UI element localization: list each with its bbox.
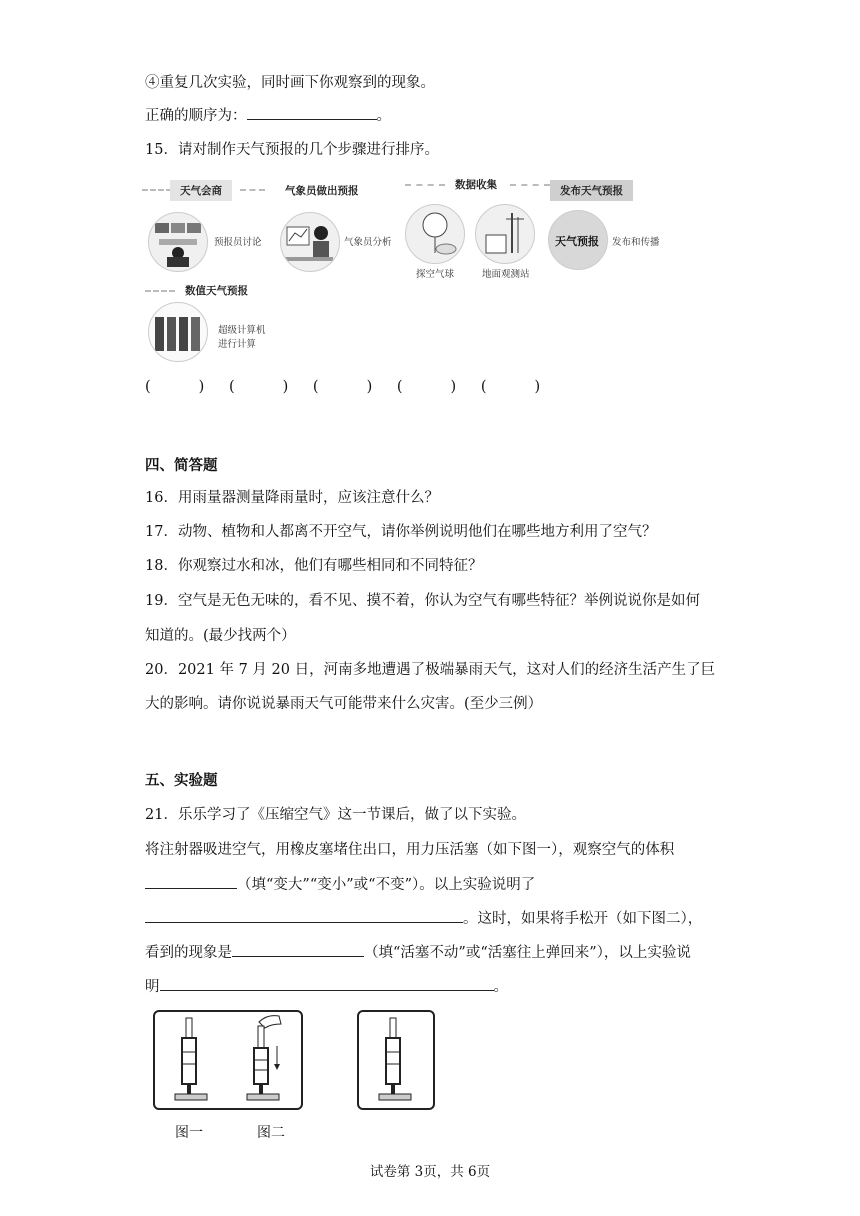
paren-open-5: ( [480, 379, 487, 395]
order-blank[interactable] [247, 105, 377, 120]
paren-open-1: ( [145, 379, 151, 395]
question-16: 16．用雨量器测量降雨量时，应该注意什么？ [145, 490, 439, 506]
figure-2-caption: 图二 [257, 1125, 285, 1141]
question-18: 18．你观察过水和冰，他们有哪些相同和不同特征？ [145, 558, 483, 574]
volume-instruction: （填“变大”“变小”或“不变”）。以上实验说明了 [237, 877, 536, 893]
section-5-heading: 五、实验题 [145, 773, 218, 789]
paren-open-4: ( [396, 379, 403, 395]
question-21-line-4 [145, 942, 691, 963]
syringe-experiment-figure [145, 1008, 445, 1148]
caption-computing: 进行计算 [218, 339, 257, 350]
meeting-room-image [148, 212, 208, 272]
question-15: 15．请对制作天气预报的几个步骤进行排序。 [145, 142, 439, 158]
tv-forecast-image [548, 210, 608, 270]
order-label: 正确的顺序为： [145, 108, 247, 124]
caption-sounding-balloon: 探空气球 [416, 269, 455, 280]
order-answer-line [145, 105, 391, 126]
paren-close-5: ) [534, 379, 541, 395]
question-21-line-5 [145, 976, 508, 997]
explain-label: 明 [145, 979, 160, 995]
caption-meteorologist-analysis: 气象员分析 [344, 237, 392, 248]
forecaster-image [280, 212, 340, 272]
explain-end: 。 [493, 979, 508, 995]
weather-forecast-figure [140, 172, 680, 362]
question-17: 17．动物、植物和人都离不开空气，请你举例说明他们在哪些地方利用了空气？ [145, 524, 657, 540]
step-4-text: ④重复几次实验，同时画下你观察到的现象。 [145, 75, 435, 91]
volume-blank[interactable] [145, 874, 237, 889]
syringe-drawing-pair [155, 1012, 301, 1108]
phenomenon-instruction: （填“活塞不动”或“活塞往上弹回来”），以上实验说 [364, 945, 691, 961]
figure-1-caption: 图一 [175, 1125, 203, 1141]
paren-close-3: ) [366, 379, 373, 395]
syringe-drawing-single [359, 1012, 433, 1108]
conclusion-blank-2[interactable] [160, 976, 494, 991]
page-footer: 试卷第 3页，共 6页 [369, 1164, 491, 1180]
caption-supercomputer: 超级计算机 [218, 325, 266, 336]
paren-close-4: ) [450, 379, 457, 395]
question-19-line-2: 知道的。(最少找两个） [145, 628, 296, 644]
paren-open-3: ( [312, 379, 319, 395]
stage-tag-data-collection: 数据收集 [445, 174, 507, 195]
question-19-line-1: 19．空气是无色无味的，看不见、摸不着，你认为空气有哪些特征？举例说说你是如何 [145, 593, 700, 609]
supercomputer-image [148, 302, 208, 362]
caption-forecaster-discussion: 预报员讨论 [214, 237, 262, 248]
balloon-image [405, 204, 465, 264]
stage-tag-consultation: 天气会商 [170, 180, 232, 201]
question-21-line-1: 将注射器吸进空气，用橡皮塞堵住出口，用力压活塞（如下图一），观察空气的体积 [145, 842, 675, 858]
phenomenon-blank[interactable] [232, 942, 364, 957]
order-end: 。 [376, 108, 391, 124]
question-21-line-2 [145, 874, 535, 895]
caption-ground-station: 地面观测站 [482, 269, 530, 280]
caption-publish-spread: 发布和传播 [612, 237, 660, 248]
question-21-line-3 [145, 908, 702, 929]
stage-tag-forecaster: 气象员做出预报 [275, 180, 369, 201]
stage-tag-numerical: 数值天气预报 [175, 280, 258, 301]
figure-1-2-frame [153, 1010, 303, 1110]
order-parentheses-row [145, 379, 540, 395]
question-20-line-1: 20．2021 年 7 月 20 日，河南多地遭遇了极端暴雨天气，这对人们的经济生活产生了巨 [145, 662, 716, 678]
release-instruction: 。这时，如果将手松开（如下图二）， [463, 911, 703, 927]
paren-close-1: ) [198, 379, 205, 395]
question-20-line-2: 大的影响。请你说说暴雨天气可能带来什么灾害。(至少三例） [145, 696, 543, 712]
figure-3-frame [357, 1010, 435, 1110]
paren-close-2: ) [282, 379, 289, 395]
phenomenon-label: 看到的现象是 [145, 945, 232, 961]
ground-station-image [475, 204, 535, 264]
question-21: 21．乐乐学习了《压缩空气》这一节课后，做了以下实验。 [145, 807, 526, 823]
tv-forecast-text: 天气预报 [555, 235, 599, 248]
conclusion-blank-1[interactable] [145, 908, 463, 923]
paren-open-2: ( [228, 379, 235, 395]
stage-tag-publish: 发布天气预报 [550, 180, 633, 201]
section-4-heading: 四、简答题 [145, 458, 218, 474]
